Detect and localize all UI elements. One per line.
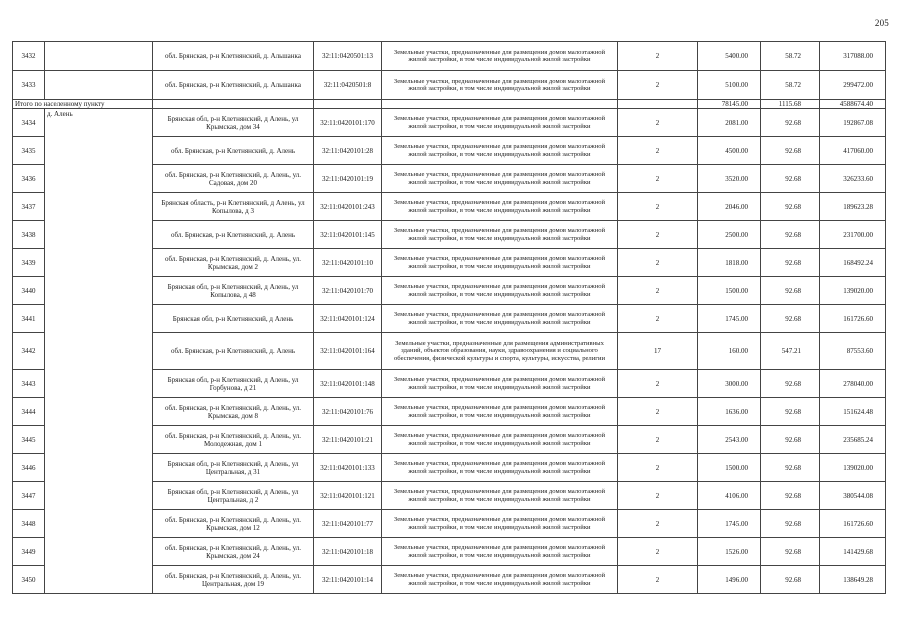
address-cell: Брянская обл, р-н Клетнянский, д Алень, ул Центральная, д 31 xyxy=(153,454,314,482)
row-number-cell: 3439 xyxy=(13,249,45,277)
cadastral-value-cell: 278040.00 xyxy=(820,370,886,398)
address-cell: обл. Брянская, р-н Клетнянский, д. Алень xyxy=(153,333,314,370)
row-number-cell: 3432 xyxy=(13,42,45,71)
cadastral-value-cell: 141429.68 xyxy=(820,538,886,566)
settlement-total-label: Итого по населенному пункту xyxy=(13,100,153,109)
cadastral-number-cell: 32:11:0420101:28 xyxy=(314,137,382,165)
row-number-cell: 3435 xyxy=(13,137,45,165)
cadastral-number-cell: 32:11:0420101:14 xyxy=(314,566,382,594)
land-use-cell: Земельные участки, предназначенные для размещения домов малоэтажной жилой застройки, в том числе индивидуальной жилой застройки xyxy=(382,305,618,333)
address-cell: обл. Брянская, р-н Клетнянский, д. Алень, ул. Крымская, дом 8 xyxy=(153,398,314,426)
land-use-cell: Земельные участки, предназначенные для размещения домов малоэтажной жилой застройки, в том числе индивидуальной жилой застройки xyxy=(382,454,618,482)
cadastral-value-table xyxy=(12,41,886,594)
specific-value-cell: 92.68 xyxy=(761,221,820,249)
address-cell: обл. Брянская, р-н Клетнянский, д. Алень xyxy=(153,221,314,249)
cadastral-number-cell: 32:11:0420101:164 xyxy=(314,333,382,370)
land-use-cell: Земельные участки, предназначенные для размещения домов малоэтажной жилой застройки, в том числе индивидуальной жилой застройки xyxy=(382,566,618,594)
empty-cell xyxy=(153,100,314,109)
land-use-cell: Земельные участки, предназначенные для размещения домов малоэтажной жилой застройки, в том числе индивидуальной жилой застройки xyxy=(382,42,618,71)
table-row xyxy=(13,109,886,137)
specific-value-cell: 92.68 xyxy=(761,426,820,454)
specific-value-cell: 547.21 xyxy=(761,333,820,370)
address-cell: обл. Брянская, р-н Клетнянский, д. Алень, ул. Крымская, дом 24 xyxy=(153,538,314,566)
specific-value-cell: 92.68 xyxy=(761,510,820,538)
use-code-cell: 2 xyxy=(618,305,698,333)
address-cell: обл. Брянская, р-н Клетнянский, д. Алень, ул. Центральная, дом 19 xyxy=(153,566,314,594)
cadastral-value-cell: 417060.00 xyxy=(820,137,886,165)
table-body xyxy=(13,42,886,594)
empty-cell xyxy=(618,100,698,109)
cadastral-number-cell: 32:11:0420101:10 xyxy=(314,249,382,277)
row-number-cell: 3449 xyxy=(13,538,45,566)
row-number-cell: 3443 xyxy=(13,370,45,398)
cadastral-value-cell: 317088.00 xyxy=(820,42,886,71)
cadastral-number-cell: 32:11:0420101:148 xyxy=(314,370,382,398)
area-cell: 1496.00 xyxy=(698,566,761,594)
area-cell: 1745.00 xyxy=(698,305,761,333)
use-code-cell: 2 xyxy=(618,71,698,100)
use-code-cell: 2 xyxy=(618,221,698,249)
empty-cell xyxy=(382,100,618,109)
cadastral-value-cell: 139020.00 xyxy=(820,277,886,305)
specific-value-cell: 92.68 xyxy=(761,137,820,165)
cadastral-number-cell: 32:11:0420101:70 xyxy=(314,277,382,305)
specific-value-cell: 92.68 xyxy=(761,482,820,510)
cadastral-value-cell: 151624.48 xyxy=(820,398,886,426)
row-number-cell: 3446 xyxy=(13,454,45,482)
cadastral-number-cell: 32:11:0420101:19 xyxy=(314,165,382,193)
area-cell: 1745.00 xyxy=(698,510,761,538)
land-use-cell: Земельные участки, предназначенные для размещения домов малоэтажной жилой застройки, в том числе индивидуальной жилой застройки xyxy=(382,426,618,454)
land-use-cell: Земельные участки, предназначенные для размещения административных зданий, объектов образования, науки, здравоохранения и социального обеспечения, физической культуры и спорта, культуры, искусства, религии xyxy=(382,333,618,370)
cadastral-number-cell: 32:11:0420101:77 xyxy=(314,510,382,538)
cadastral-value-cell: 231700.00 xyxy=(820,221,886,249)
cadastral-value-cell: 87553.60 xyxy=(820,333,886,370)
row-number-cell: 3447 xyxy=(13,482,45,510)
land-use-cell: Земельные участки, предназначенные для размещения домов малоэтажной жилой застройки, в том числе индивидуальной жилой застройки xyxy=(382,370,618,398)
specific-value-cell: 92.68 xyxy=(761,305,820,333)
use-code-cell: 17 xyxy=(618,333,698,370)
page-number: 205 xyxy=(874,18,889,28)
land-use-cell: Земельные участки, предназначенные для размещения домов малоэтажной жилой застройки, в том числе индивидуальной жилой застройки xyxy=(382,482,618,510)
cadastral-number-cell: 32:11:0420101:133 xyxy=(314,454,382,482)
use-code-cell: 2 xyxy=(618,454,698,482)
cadastral-value-cell: 168492.24 xyxy=(820,249,886,277)
land-use-cell: Земельные участки, предназначенные для размещения домов малоэтажной жилой застройки, в том числе индивидуальной жилой застройки xyxy=(382,249,618,277)
address-cell: Брянская обл, р-н Клетнянский, д Алень, ул Центральная, д 2 xyxy=(153,482,314,510)
specific-value-cell: 92.68 xyxy=(761,566,820,594)
cadastral-value-cell: 161726.60 xyxy=(820,305,886,333)
specific-value-cell: 92.68 xyxy=(761,193,820,221)
area-cell: 1636.00 xyxy=(698,398,761,426)
land-use-cell: Земельные участки, предназначенные для размещения домов малоэтажной жилой застройки, в том числе индивидуальной жилой застройки xyxy=(382,165,618,193)
cadastral-value-cell: 189623.28 xyxy=(820,193,886,221)
address-cell: Брянская обл, р-н Клетнянский, д Алень, ул Копылова, д 48 xyxy=(153,277,314,305)
area-cell: 5100.00 xyxy=(698,71,761,100)
land-use-cell: Земельные участки, предназначенные для размещения домов малоэтажной жилой застройки, в том числе индивидуальной жилой застройки xyxy=(382,137,618,165)
specific-value-cell: 92.68 xyxy=(761,277,820,305)
row-number-cell: 3441 xyxy=(13,305,45,333)
address-cell: обл. Брянская, р-н Клетнянский, д. Алень, ул. Крымская, дом 12 xyxy=(153,510,314,538)
use-code-cell: 2 xyxy=(618,482,698,510)
specific-value-cell: 92.68 xyxy=(761,538,820,566)
cadastral-number-cell: 32:11:0420501:13 xyxy=(314,42,382,71)
cadastral-value-cell: 161726.60 xyxy=(820,510,886,538)
row-number-cell: 3438 xyxy=(13,221,45,249)
specific-value-cell: 92.68 xyxy=(761,109,820,137)
land-use-cell: Земельные участки, предназначенные для размещения домов малоэтажной жилой застройки, в том числе индивидуальной жилой застройки xyxy=(382,109,618,137)
area-cell: 4500.00 xyxy=(698,137,761,165)
area-cell: 2543.00 xyxy=(698,426,761,454)
area-cell: 3520.00 xyxy=(698,165,761,193)
address-cell: обл. Брянская, р-н Клетнянский, д. Алень xyxy=(153,137,314,165)
land-use-cell: Земельные участки, предназначенные для размещения домов малоэтажной жилой застройки, в том числе индивидуальной жилой застройки xyxy=(382,398,618,426)
row-number-cell: 3444 xyxy=(13,398,45,426)
row-number-cell: 3442 xyxy=(13,333,45,370)
land-use-cell: Земельные участки, предназначенные для размещения домов малоэтажной жилой застройки, в том числе индивидуальной жилой застройки xyxy=(382,538,618,566)
row-number-cell: 3437 xyxy=(13,193,45,221)
area-cell: 2046.00 xyxy=(698,193,761,221)
row-number-cell: 3448 xyxy=(13,510,45,538)
specific-value-cell: 92.68 xyxy=(761,249,820,277)
settlement-total-row xyxy=(13,100,886,109)
area-cell: 2500.00 xyxy=(698,221,761,249)
use-code-cell: 2 xyxy=(618,249,698,277)
settlement-cell xyxy=(45,71,153,100)
area-cell: 2081.00 xyxy=(698,109,761,137)
specific-value-cell: 58.72 xyxy=(761,71,820,100)
address-cell: обл. Брянская, р-н Клетнянский, д. Алень, ул. Крымская, дом 2 xyxy=(153,249,314,277)
settlement-cell xyxy=(45,42,153,71)
use-code-cell: 2 xyxy=(618,398,698,426)
area-cell: 1500.00 xyxy=(698,277,761,305)
specific-value-cell: 92.68 xyxy=(761,454,820,482)
land-use-cell: Земельные участки, предназначенные для размещения домов малоэтажной жилой застройки, в том числе индивидуальной жилой застройки xyxy=(382,193,618,221)
cadastral-number-cell: 32:11:0420101:145 xyxy=(314,221,382,249)
table-row xyxy=(13,42,886,71)
cadastral-number-cell: 32:11:0420101:243 xyxy=(314,193,382,221)
area-cell: 4106.00 xyxy=(698,482,761,510)
area-cell: 3000.00 xyxy=(698,370,761,398)
use-code-cell: 2 xyxy=(618,538,698,566)
cadastral-number-cell: 32:11:0420101:170 xyxy=(314,109,382,137)
use-code-cell: 2 xyxy=(618,277,698,305)
address-cell: Брянская обл, р-н Клетнянский, д Алень, ул Горбунова, д 21 xyxy=(153,370,314,398)
land-use-cell: Земельные участки, предназначенные для размещения домов малоэтажной жилой застройки, в том числе индивидуальной жилой застройки xyxy=(382,221,618,249)
use-code-cell: 2 xyxy=(618,137,698,165)
use-code-cell: 2 xyxy=(618,426,698,454)
cadastral-value-cell: 326233.60 xyxy=(820,165,886,193)
row-number-cell: 3440 xyxy=(13,277,45,305)
use-code-cell: 2 xyxy=(618,165,698,193)
area-cell: 1500.00 xyxy=(698,454,761,482)
row-number-cell: 3434 xyxy=(13,109,45,137)
area-cell: 160.00 xyxy=(698,333,761,370)
cadastral-number-cell: 32:11:0420101:76 xyxy=(314,398,382,426)
cadastral-number-cell: 32:11:0420101:18 xyxy=(314,538,382,566)
area-cell: 5400.00 xyxy=(698,42,761,71)
address-cell: Брянская область, р-н Клетнянский, д Алень, ул Копылова, д 3 xyxy=(153,193,314,221)
land-use-cell: Земельные участки, предназначенные для размещения домов малоэтажной жилой застройки, в том числе индивидуальной жилой застройки xyxy=(382,71,618,100)
cadastral-number-cell: 32:11:0420101:121 xyxy=(314,482,382,510)
cadastral-value-cell: 299472.00 xyxy=(820,71,886,100)
area-cell: 1818.00 xyxy=(698,249,761,277)
land-use-cell: Земельные участки, предназначенные для размещения домов малоэтажной жилой застройки, в том числе индивидуальной жилой застройки xyxy=(382,277,618,305)
address-cell: обл. Брянская, р-н Клетнянский, д. Альшанка xyxy=(153,71,314,100)
total-cadastral-value-cell: 4588674.40 xyxy=(820,100,886,109)
empty-cell xyxy=(314,100,382,109)
table-row xyxy=(13,71,886,100)
address-cell: обл. Брянская, р-н Клетнянский, д. Алень, ул. Молодежная, дом 1 xyxy=(153,426,314,454)
cadastral-value-cell: 138649.28 xyxy=(820,566,886,594)
settlement-name-cell: д. Алень xyxy=(45,109,153,594)
address-cell: обл. Брянская, р-н Клетнянский, д. Алень, ул. Садовая, дом 20 xyxy=(153,165,314,193)
row-number-cell: 3445 xyxy=(13,426,45,454)
specific-value-cell: 92.68 xyxy=(761,370,820,398)
row-number-cell: 3436 xyxy=(13,165,45,193)
use-code-cell: 2 xyxy=(618,370,698,398)
address-cell: Брянская обл, р-н Клетнянский, д Алень xyxy=(153,305,314,333)
row-number-cell: 3433 xyxy=(13,71,45,100)
cadastral-value-cell: 235685.24 xyxy=(820,426,886,454)
use-code-cell: 2 xyxy=(618,109,698,137)
cadastral-value-cell: 139020.00 xyxy=(820,454,886,482)
row-number-cell: 3450 xyxy=(13,566,45,594)
total-area-cell: 78145.00 xyxy=(698,100,761,109)
land-use-cell: Земельные участки, предназначенные для размещения домов малоэтажной жилой застройки, в том числе индивидуальной жилой застройки xyxy=(382,510,618,538)
address-cell: Брянская обл, р-н Клетнянский, д Алень, ул Крымская, дом 34 xyxy=(153,109,314,137)
use-code-cell: 2 xyxy=(618,193,698,221)
cadastral-number-cell: 32:11:0420101:21 xyxy=(314,426,382,454)
total-specific-value-cell: 1115.68 xyxy=(761,100,820,109)
specific-value-cell: 92.68 xyxy=(761,165,820,193)
cadastral-value-cell: 380544.08 xyxy=(820,482,886,510)
cadastral-number-cell: 32:11:0420501:8 xyxy=(314,71,382,100)
use-code-cell: 2 xyxy=(618,510,698,538)
use-code-cell: 2 xyxy=(618,566,698,594)
specific-value-cell: 92.68 xyxy=(761,398,820,426)
address-cell: обл. Брянская, р-н Клетнянский, д. Альшанка xyxy=(153,42,314,71)
use-code-cell: 2 xyxy=(618,42,698,71)
specific-value-cell: 58.72 xyxy=(761,42,820,71)
cadastral-number-cell: 32:11:0420101:124 xyxy=(314,305,382,333)
area-cell: 1526.00 xyxy=(698,538,761,566)
cadastral-value-cell: 192867.08 xyxy=(820,109,886,137)
